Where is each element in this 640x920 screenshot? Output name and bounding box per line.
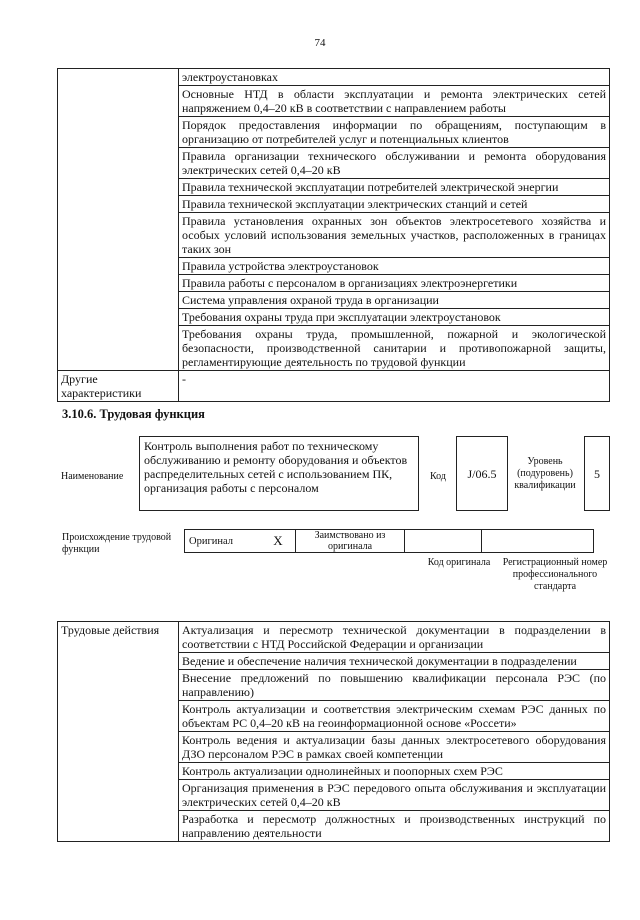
other-characteristics-label: Другие характеристики: [58, 371, 179, 402]
action-item: Актуализация и пересмотр технической документации в подразделении в соответствии с НТД Российской Федерации и организации: [179, 622, 610, 653]
section-title: 3.10.6. Трудовая функция: [62, 407, 205, 421]
original-mark: X: [261, 530, 296, 553]
other-characteristics-value: -: [179, 371, 610, 402]
level-label: Уровень (подуровень) квалификации: [514, 456, 576, 491]
requirement-item: Система управления охраной труда в организации: [179, 292, 610, 309]
original-label: Оригинал: [185, 530, 262, 553]
requirement-item: Требования охраны труда при эксплуатации электроустановок: [179, 309, 610, 326]
requirement-item: Порядок предоставления информации по обращениям, поступающим в организацию от потребителей услуг и потенциальных клиентов: [179, 117, 610, 148]
code-caption: Код оригинала: [427, 557, 491, 568]
action-item: Контроль актуализации и соответствия электрическим схемам РЭС данных по объектам РС 0,4–20 кВ на геоинформационной основе «Россети»: [179, 701, 610, 732]
labor-actions-label: Трудовые действия: [58, 622, 179, 842]
requirement-item: Правила технической эксплуатации потребителей электрической энергии: [179, 179, 610, 196]
requirement-item: Правила устройства электроустановок: [179, 258, 610, 275]
function-code: J/06.5: [456, 436, 508, 511]
action-item: Организация применения в РЭС передового опыта обслуживания и эксплуатации электрических сетей 0,4–20 кВ: [179, 780, 610, 811]
action-item: Контроль актуализации однолинейных и поопорных схем РЭС: [179, 763, 610, 780]
empty-label-cell: [58, 69, 179, 371]
borrowed-label: Заимствовано из оригинала: [296, 530, 405, 553]
requirement-item: Правила технической эксплуатации электрических станций и сетей: [179, 196, 610, 213]
name-label: Наименование: [61, 471, 124, 482]
requirement-item: Правила установления охранных зон объектов электросетевого хозяйства и особых условий использования земельных участков, расположенных в границах таких зон: [179, 213, 610, 258]
requirement-item: Правила организации технического обслуживании и ремонта оборудования электрических сетей 0,4–20 кВ: [179, 148, 610, 179]
origin-label: Происхождение трудовой функции: [62, 532, 172, 555]
labor-actions-table: [57, 621, 610, 842]
function-name: Контроль выполнения работ по техническому обслуживанию и ремонту оборудования и объектов распределительных сетей с использованием ПК, организация работы с персоналом: [139, 436, 419, 511]
registration-caption: Регистрационный номер профессионального стандарта: [502, 557, 608, 592]
qualification-level: 5: [584, 436, 610, 511]
action-item: Разработка и пересмотр должностных и производственных инструкций по направлению деятельности: [179, 811, 610, 842]
registration-number-cell: [482, 530, 594, 553]
action-item: Контроль ведения и актуализации базы данных электросетевого оборудования ДЗО персоналом РЭС в рамках своей компетенции: [179, 732, 610, 763]
requirement-item: Правила работы с персоналом в организациях электроэнергетики: [179, 275, 610, 292]
requirement-item: электроустановках: [179, 69, 610, 86]
original-code-cell: [405, 530, 482, 553]
action-item: Внесение предложений по повышению квалификации персонала РЭС (по направлению): [179, 670, 610, 701]
code-label: Код: [430, 471, 446, 482]
action-item: Ведение и обеспечение наличия технической документации в подразделении: [179, 653, 610, 670]
page-number: 74: [314, 37, 326, 49]
origin-table: [184, 529, 594, 553]
requirement-item: Основные НТД в области эксплуатации и ремонта электрических сетей напряжением 0,4–20 кВ в соответствии с направлением работы: [179, 86, 610, 117]
requirement-item: Требования охраны труда, промышленной, пожарной и экологической безопасности, производственной санитарии и противопожарной защиты, регламентирующие деятельность по трудовой функции: [179, 326, 610, 371]
knowledge-table: [57, 68, 610, 402]
